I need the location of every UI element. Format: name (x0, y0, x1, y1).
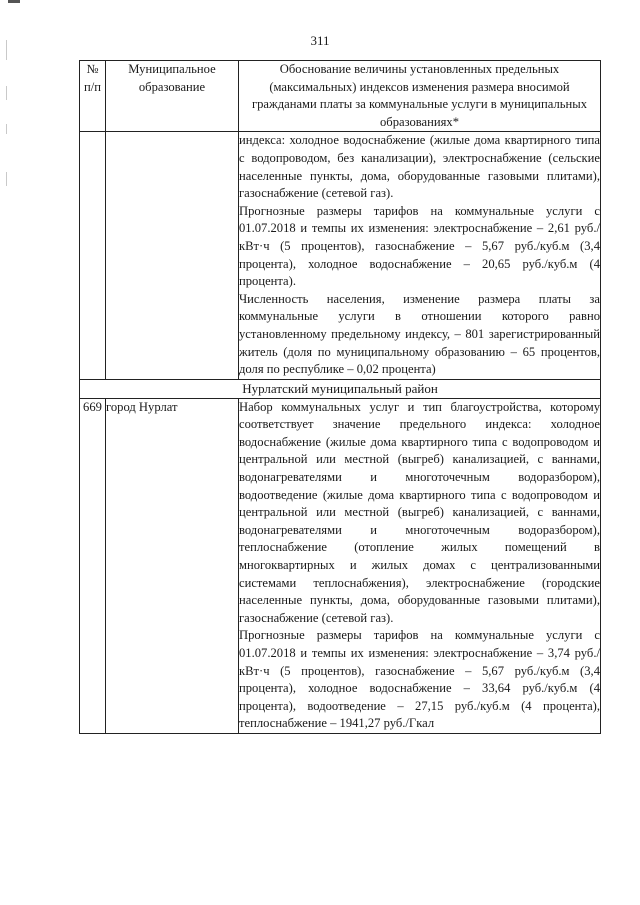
binding-mark (6, 172, 7, 186)
section-row (80, 379, 601, 398)
cell-justification (239, 398, 601, 733)
table-row-continued (80, 132, 601, 379)
section-title: Нурлатский муниципальный район (80, 379, 601, 398)
scan-mark (8, 0, 20, 3)
binding-mark (6, 86, 7, 100)
binding-mark (6, 124, 7, 134)
table-row (80, 398, 601, 733)
header-justification: Обоснование величины установленных предельных (максимальных) индексов изменения размера вносимой гражданами платы за коммунальные услуги в муниципальных образованиях* (239, 61, 601, 132)
tariff-table (79, 60, 601, 734)
paragraph: индекса: холодное водоснабжение (жилые дома квартирного типа с водопроводом, без канализации), электроснабжение (сельские населенные пункты, дома, оборудованные газовыми плитами), газоснабжение (сетевой газ). (239, 133, 600, 201)
paragraph: Набор коммунальных услуг и тип благоустройства, которому соответствует значение предельного индекса: холодное водоснабжение (жилые дома квартирного типа с водопроводом и центральной или местной (выгреб) канализацией, с ваннами, водонагревателями и многоточечным водоразбором), водоотведение (жилые дома квартирного типа с водопроводом и центральной или местной (выгреб) канализацией, с ваннами, водонагревателями и многоточечным водоразбором), теплоснабжение (отопление жилых помещений в многоквартирных и жилых домах с централизованными системами теплоснабжения), электроснабжение (городские населенные пункты, дома, оборудованные газовыми плитами), газоснабжение (сетевой газ). (239, 399, 600, 625)
table-header-row (80, 61, 601, 132)
header-municipality: Муниципальное образование (106, 61, 239, 132)
cell-justification (239, 132, 601, 379)
cell-municipality: город Нурлат (106, 398, 239, 733)
header-number: № п/п (80, 61, 106, 132)
paragraph: Прогнозные размеры тарифов на коммунальные услуги с 01.07.2018 и темпы их изменения: электроснабжение – 2,61 руб./кВт·ч (5 процентов), газоснабжение – 5,67 руб./куб.м (3,4 процента), холодное водоснабжение – 20,65 руб./куб.м (4 процента). (239, 203, 600, 289)
paragraph: Численность населения, изменение размера платы за коммунальные услуги в отношении которого равно установленному предельному индексу, – 801 зарегистрированный житель (доля по муниципальному образованию – 65 процентов, доля по республике – 0,02 процента) (239, 291, 600, 377)
cell-municipality-empty (106, 132, 239, 379)
cell-number: 669 (80, 398, 106, 733)
cell-number-empty (80, 132, 106, 379)
paragraph: Прогнозные размеры тарифов на коммунальные услуги с 01.07.2018 и темпы их изменения: электроснабжение – 3,74 руб./кВт·ч (5 процентов), газоснабжение – 5,67 руб./куб.м (3,4 процента), холодное водоснабжение – 33,64 руб./куб.м (4 процента), водоотведение – 27,15 руб./куб.м (4 процента), теплоснабжение – 1941,27 руб./Гкал (239, 628, 600, 731)
page-number: 311 (310, 33, 330, 48)
